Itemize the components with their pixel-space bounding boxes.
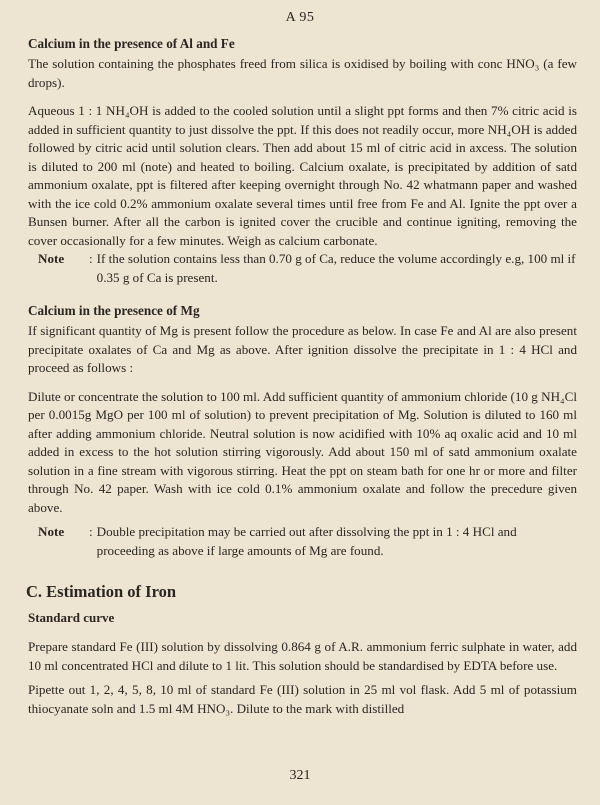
note-colon: : <box>89 524 93 539</box>
page-header: A 95 <box>285 10 315 25</box>
note-text: If the solution contains less than 0.70 g of Ca, reduce the volume accordingly e.g, 100 ml if 0.35 g of Ca is present. <box>96 251 576 285</box>
note-label: Note <box>38 251 65 266</box>
section-title-iron: C. Estimation of Iron <box>26 582 177 601</box>
paragraph: Pipette out 1, 2, 4, 5, 8, 10 ml of standard Fe (III) solution in 25 ml vol flask. Add 5 ml of potassium thiocyanate soln and 1.5 ml 4M HNO₃. Dilute to the mark with distilled <box>28 682 577 716</box>
paragraph: The solution containing the phosphates freed from silica is oxidised by boiling with conc HNO₃ (a few drops). <box>28 56 577 90</box>
paragraph: Aqueous 1 : 1 NH₄OH is added to the cooled solution until a slight ppt forms and then 7% citric acid is added in sufficient quantity to just dissolve the ppt. If this does not readily occur, more NH₄OH is added followed by citric acid until solution clears. Then add about 15 ml of citric acid in axcess. The solution is diluted to 200 ml (note) and heated to boiling. Calcium oxalate, is precipitated by addition of satd ammonium oxalate, ppt is filtered after keeping overnight through No. 42 whatmann paper and washed with the ice cold 0.2% ammonium oxalate several times until free from Fe and Al. Ignite the ppt over a Bunsen burner. After all the carbon is ignited cover the crucible and continue igniting, removing the cover occasionally for a few minutes. Weigh as calcium carbonate. <box>28 103 577 248</box>
page-content <box>28 36 577 718</box>
note-text: Double precipitation may be carried out after dissolving the ppt in 1 : 4 HCl and proceeding as above if large amounts of Mg are found. <box>96 524 517 558</box>
paragraph: If significant quantity of Mg is present follow the procedure as below. In case Fe and Al are also present precipitate oxalates of Ca and Mg as above. After ignition dissolve the precipitate in 1 : 4 HCl and proceed as follows : <box>28 323 577 375</box>
note-block <box>28 523 577 560</box>
note-colon: : <box>89 251 93 266</box>
page-number: 321 <box>289 768 311 783</box>
paragraph: Prepare standard Fe (III) solution by dissolving 0.864 g of A.R. ammonium ferric sulphate in water, add 10 ml concentrated HCl and dilute to 1 lit. This solution should be standardised by EDTA before use. <box>28 639 577 673</box>
note-block <box>28 250 577 287</box>
note-label: Note <box>38 524 65 539</box>
subsection-title: Standard curve <box>28 610 115 625</box>
section-title-ca-al-fe: Calcium in the presence of Al and Fe <box>28 36 235 51</box>
paragraph: Dilute or concentrate the solution to 100 ml. Add sufficient quantity of ammonium chloride (10 g NH₄Cl per 0.0015g MgO per 100 ml of solution) to prevent precipitation of Mg. Solution is diluted to 160 ml after adding ammonium chloride. Neutral solution is now acidified with 10% aq oxalic acid and 10 ml added in excess to the hot solution stirring vigorously. Add about 150 ml of satd ammonium oxalate solution in a fine stream with vigorous stirring. Heat the ppt on steam bath for one hr or more and filter through No. 42 paper. Wash with ice cold 0.1% ammonium oxalate and follow the precedure given above. <box>28 388 577 515</box>
section-title-ca-mg: Calcium in the presence of Mg <box>28 303 200 318</box>
